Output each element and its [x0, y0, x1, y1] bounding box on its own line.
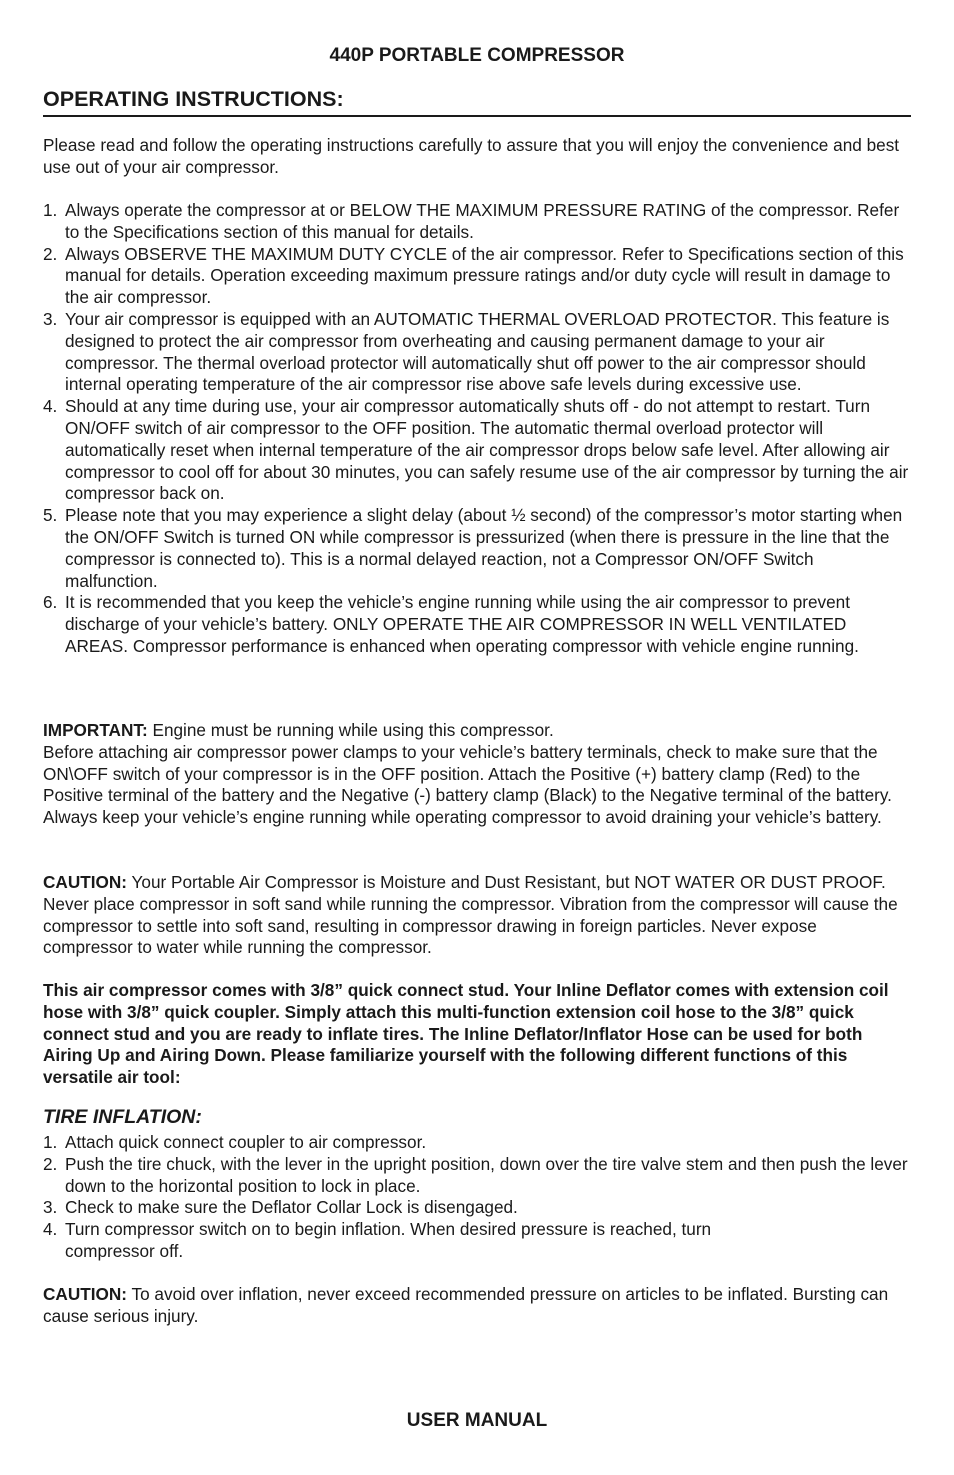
item-text: Always OBSERVE THE MAXIMUM DUTY CYCLE of the air compressor. Refer to Specifications section of this manual for details. Operation exceeding maximum pressure ratings and/or duty cycle will result in damage to the air compressor. — [65, 243, 904, 308]
item-text: Always operate the compressor at or BELOW THE MAXIMUM PRESSURE RATING of the compressor. Refer to the Specifications section of this manual for details. — [65, 200, 900, 242]
item-number: 1. — [43, 200, 58, 220]
deflator-note: This air compressor comes with 3/8” quick connect stud. Your Inline Deflator comes with extension coil hose with 3/8” quick coupler. Simply attach this multi-function extension coil hose to the 3/8” quick connect stud and you are ready to inflate tires. The Inline Deflator/Inflator Hose can be used for both Airing Up and Airing Down. Please familiarize yourself with the following different functions of this versatile air tool: — [43, 980, 889, 1088]
item-text: Check to make sure the Deflator Collar Lock is disengaged. — [65, 1197, 518, 1218]
list-item — [43, 1219, 911, 1263]
section-heading: OPERATING INSTRUCTIONS: — [43, 87, 911, 117]
item-number: 6. — [43, 592, 58, 613]
important-body: Before attaching air compressor power clamps to your vehicle’s battery terminals, check to make sure that the ON\OFF switch of your compressor is in the OFF position. Attach the Positive (+) battery clamp (Red) to the Positive terminal of the battery and the Negative (-) battery clamp (Black) to the Negative terminal of the battery. Always keep your vehicle’s engine running while operating compressor to avoid draining your vehicle’s battery. — [43, 741, 892, 828]
item-text: Your air compressor is equipped with an AUTOMATIC THERMAL OVERLOAD PROTECTOR. This feature is designed to protect the air compressor from overheating and causing permanent damage to your air compressor. The thermal overload protector will automatically shut off power to the air compressor should internal operating temperature of the air compressor rise above safe levels during excessive use. — [65, 308, 890, 395]
list-item — [43, 1154, 911, 1198]
caution-inflation — [43, 1284, 911, 1328]
list-item — [43, 200, 911, 244]
important-lead: Engine must be running while using this compressor. — [147, 720, 554, 740]
important-notice — [43, 720, 911, 829]
list-item — [43, 244, 911, 309]
caution-label: CAUTION: — [43, 872, 128, 892]
item-number: 2. — [43, 243, 58, 264]
tire-inflation-steps — [43, 1132, 911, 1263]
item-number: 3. — [43, 308, 58, 329]
footer-label: USER MANUAL — [406, 1410, 548, 1431]
caution-text: To avoid over inflation, never exceed recommended pressure on articles to be inflated. Bursting can cause serious injury. — [43, 1284, 889, 1326]
caution-label: CAUTION: — [43, 1284, 128, 1304]
item-text: It is recommended that you keep the vehicle’s engine running while using the air compressor to prevent discharge of your vehicle’s battery. ONLY OPERATE THE AIR COMPRESSOR IN WELL VENTILATED AREAS. Compressor performance is enhanced when operating compressor with vehicle engine running. — [65, 592, 859, 656]
list-item — [43, 396, 911, 505]
instructions-list — [43, 200, 911, 658]
list-item — [43, 1197, 911, 1219]
item-number: 3. — [43, 1197, 58, 1218]
important-label: IMPORTANT: — [43, 720, 148, 740]
item-text: Push the tire chuck, with the lever in the upright position, down over the tire valve stem and then push the lever down to the horizontal position to lock in place. — [65, 1153, 908, 1196]
intro-paragraph: Please read and follow the operating instructions carefully to assure that you will enjoy the convenience and best use out of your air compressor. — [43, 135, 900, 177]
list-item — [43, 592, 911, 657]
item-number: 4. — [43, 1219, 58, 1240]
item-text: Please note that you may experience a slight delay (about ½ second) of the compressor’s motor starting when the ON/OFF Switch is turned ON while compressor is pressurized (when there is pressure in the line that the compressor is connected to). This is a normal delayed reaction, not a Compressor ON/OFF Switch malfunction. — [65, 505, 903, 591]
document-title: 440P PORTABLE COMPRESSOR — [329, 45, 625, 66]
item-number: 1. — [43, 1132, 58, 1152]
caution-moisture — [43, 872, 911, 959]
item-text: Turn compressor switch on to begin inflation. When desired pressure is reached, turn compressor off. — [65, 1219, 712, 1261]
caution-text: Your Portable Air Compressor is Moisture and Dust Resistant, but NOT WATER OR DUST PROOF. Never place compressor in soft sand while running the compressor. Vibration from the compressor will cause the compressor to settle into soft sand, resulting in compressor drawing in foreign particles. Never expose compressor to water while running the compressor. — [43, 872, 898, 958]
list-item — [43, 1132, 911, 1154]
tire-inflation-heading: TIRE INFLATION: — [43, 1106, 202, 1128]
item-number: 2. — [43, 1153, 58, 1174]
list-item — [43, 505, 911, 592]
item-number: 4. — [43, 396, 58, 417]
list-item — [43, 309, 911, 396]
item-text: Attach quick connect coupler to air compressor. — [65, 1132, 427, 1152]
item-number: 5. — [43, 505, 58, 526]
item-text: Should at any time during use, your air compressor automatically shuts off - do not attempt to restart. Turn ON/OFF switch of air compressor to the OFF position. The automatic thermal overload protector will automatically reset when internal temperature of the air compressor drops below safe level. After allowing air compressor to cool off for about 30 minutes, you can safely resume use of the air compressor by turning the air compressor back on. — [65, 396, 909, 504]
